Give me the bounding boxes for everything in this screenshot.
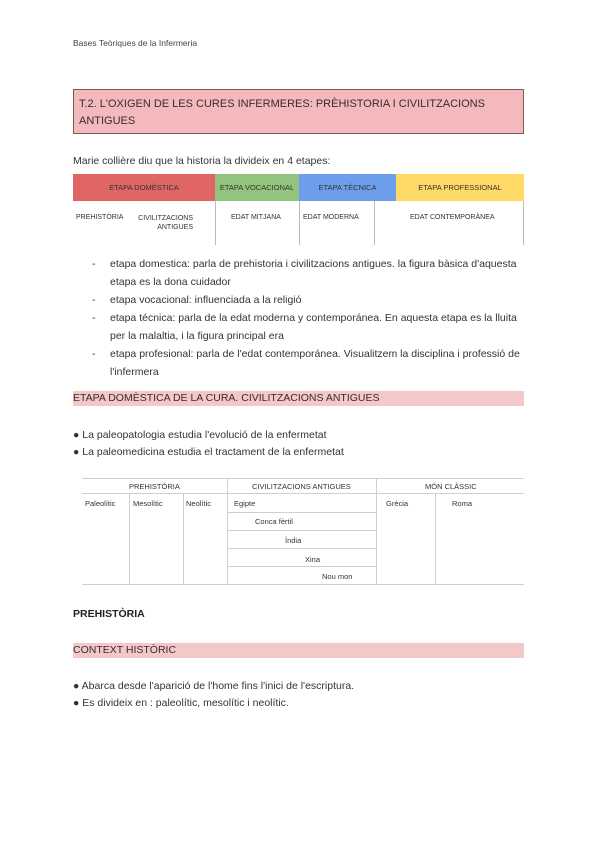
hist-cell: Conca fèrtil xyxy=(255,517,293,526)
divider xyxy=(227,478,228,584)
divider xyxy=(374,201,375,245)
hist-header-mon-classic: MÓN CLÀSSIC xyxy=(425,482,477,491)
dot-item: ● Es divideix en : paleolític, mesolític i neolític. xyxy=(73,697,289,709)
stage-header-domestica xyxy=(73,174,215,201)
divider xyxy=(82,478,524,479)
list-item: - etapa técnica: parla de la edat moderna y contemporánea. En aquesta etapa es la lluita per la malaltia, i la figura principal era xyxy=(73,309,523,345)
hist-cell: Neolític xyxy=(186,499,212,508)
hist-cell: Paleolític xyxy=(85,499,116,508)
dot-item: ● La paleomedicina estudia el tractament de la enfermetat xyxy=(73,446,344,458)
stage-cell: PREHISTÒRIA xyxy=(76,214,124,221)
divider xyxy=(228,548,376,549)
list-item: - etapa vocacional: influenciada a la religió xyxy=(73,291,523,309)
section-heading-context: CONTEXT HISTÒRIC xyxy=(73,643,524,658)
stage-header-label: ETAPA DOMÈSTICA xyxy=(109,183,179,192)
intro-text: Marie collière diu que la historia la divideix en 4 etapes: xyxy=(73,155,331,167)
divider xyxy=(523,201,524,245)
hist-cell: Roma xyxy=(452,499,473,508)
divider xyxy=(228,566,376,567)
hist-cell: Egipte xyxy=(234,499,256,508)
stage-cell: EDAT MITJANA xyxy=(231,214,281,221)
stage-header-professional xyxy=(396,174,524,201)
list-item: - etapa domestica: parla de prehistoria i civilitzacions antigues. la figura bàsica d'aquesta etapa es la dona cuidador xyxy=(73,255,523,291)
divider xyxy=(183,493,184,584)
divider xyxy=(228,530,376,531)
dot-item: ● Abarca desde l'aparició de l'home fins l'inici de l'escriptura. xyxy=(73,680,355,692)
stage-header-label: ETAPA VOCACIONAL xyxy=(219,183,295,192)
section-heading-domestica: ETAPA DOMÈSTICA DE LA CURA. CIVILITZACIONS ANTIGUES xyxy=(73,391,524,406)
stage-header-label: ETAPA PROFESSIONAL xyxy=(418,183,502,192)
hist-header-prehistoria: PREHISTÒRIA xyxy=(129,482,180,491)
stages-bullet-list xyxy=(73,255,523,381)
chapter-title: T.2. L'OXIGEN DE LES CURES INFERMERES: PRÈHISTORIA I CIVILITZACIONS ANTIGUES xyxy=(73,89,524,134)
stage-cell: CIVILITZACIONS ANTIGUES xyxy=(138,215,193,231)
stage-cell: EDAT CONTEMPORÀNEA xyxy=(410,214,495,221)
history-table xyxy=(82,478,524,585)
hist-cell: Mesolític xyxy=(133,499,163,508)
list-item: - etapa profesional: parla de l'edat contemporánea. Visualitzem la disciplina i professió de l'infermera xyxy=(73,345,523,381)
divider xyxy=(82,584,524,585)
dot-item: ● La paleopatologia estudia l'evolució de la enfermetat xyxy=(73,429,327,441)
divider xyxy=(82,493,524,494)
page-header: Bases Teòriques de la Infermeria xyxy=(73,38,198,48)
stage-cell: EDAT MODERNA xyxy=(303,214,359,221)
divider xyxy=(215,201,216,245)
hist-cell: Nou mon xyxy=(322,572,353,581)
stages-table xyxy=(73,174,524,245)
divider xyxy=(129,493,130,584)
stage-header-label: ETAPA TÈCNICA xyxy=(318,183,377,192)
hist-cell: Xina xyxy=(305,555,321,564)
stage-header-tecnica xyxy=(299,174,396,201)
stage-header-vocacional xyxy=(215,174,299,201)
hist-cell: Grècia xyxy=(386,499,409,508)
hist-cell: Índia xyxy=(285,536,302,545)
divider xyxy=(228,512,376,513)
divider xyxy=(435,493,436,584)
hist-header-civilitzacions: CIVILITZACIONS ANTIGUES xyxy=(252,482,351,491)
divider xyxy=(299,201,300,245)
prehistoria-heading: PREHISTÒRIA xyxy=(73,608,145,620)
divider xyxy=(376,478,377,584)
